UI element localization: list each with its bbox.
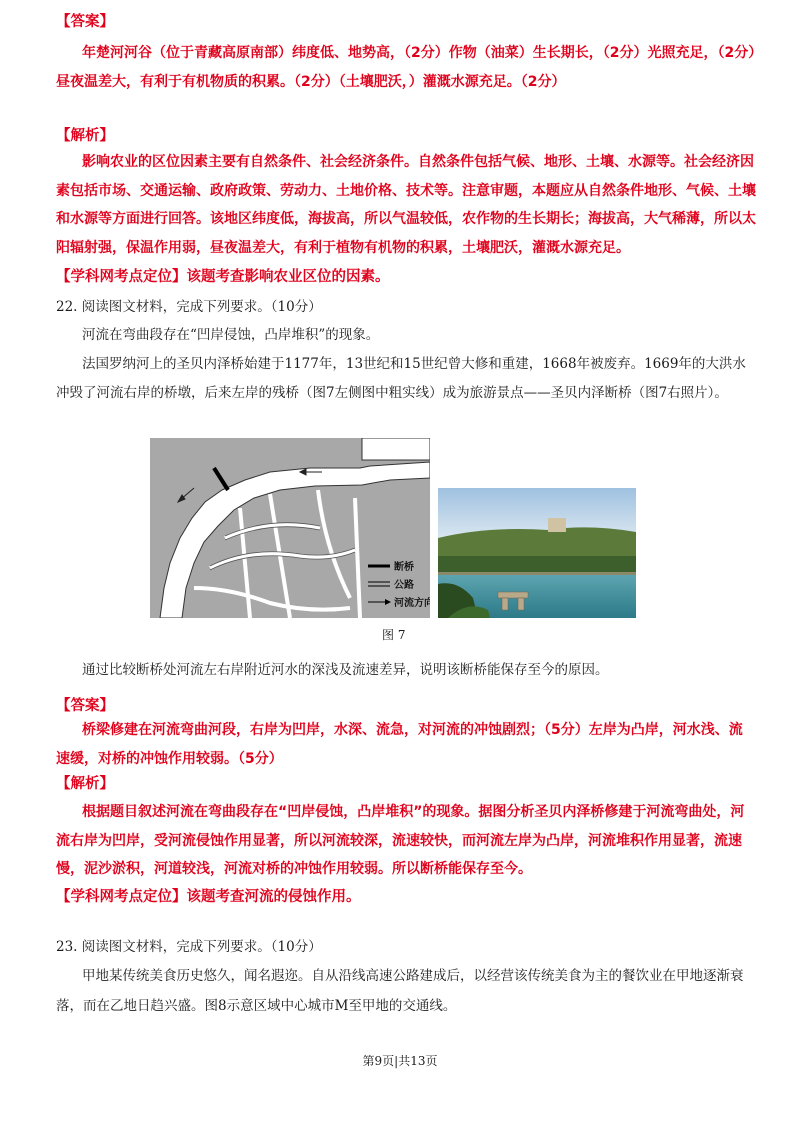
figure-7-caption: 图 7 xyxy=(382,628,406,642)
question-22-title: 22. 阅读图文材料，完成下列要求。（10分） xyxy=(56,299,322,315)
question-22-intro: 河流在弯曲段存在“凹岸侵蚀，凸岸堆积”的现象。 xyxy=(82,327,380,343)
analysis-text-2: 根据题目叙述河流在弯曲段存在“凹岸侵蚀，凸岸堆积”的现象。据图分析圣贝内泽桥修建于河流弯曲处，河流右岸为凹岸，受河流侵蚀作用显著，所以河流较深，流速较快，而河流左岸为凸岸，河流堆积作用显著，流速慢，泥沙淤积，河道较浅，河流对桥的冲蚀作用较弱。所以断桥能保存至今。 xyxy=(56,804,745,877)
question-22-material: 法国罗纳河上的圣贝内泽桥始建于1177年，13世纪和15世纪曾大修和重建，1668年被废弃。1669年的大洪水冲毁了河流右岸的桥墩，后来左岸的残桥（图7左侧图中粗实线）成为旅游景点——圣贝内泽断桥（图7右照片）。 xyxy=(56,356,746,401)
answer-label: 【答案】 xyxy=(56,14,114,30)
legend-river-direction: 河流方向 xyxy=(394,598,430,609)
page-footer: 第9页|共13页 xyxy=(362,1054,438,1068)
river-road-map xyxy=(150,438,430,618)
analysis-label: 【解析】 xyxy=(56,128,114,144)
exam-point-1: 【学科网考点定位】该题考查影响农业区位的因素。 xyxy=(56,269,390,285)
question-23-title: 23. 阅读图文材料，完成下列要求。（10分） xyxy=(56,939,322,955)
analysis-text: 影响农业的区位因素主要有自然条件、社会经济条件。自然条件包括气候、地形、土壤、水源等。社会经济因素包括市场、交通运输、政府政策、劳动力、土地价格、技术等。注意审题，本题应从自然条件地形、气候、土壤和水源等方面进行回答。该地区纬度低，海拔高，所以气温较低，农作物的生长期长；海拔高，大气稀薄，所以太阳辐射强，保温作用弱，昼夜温差大，有利于植物有机物的积累，土壤肥沃，灌溉水源充足。 xyxy=(56,154,756,256)
question-23-material: 甲地某传统美食历史悠久，闻名遐迩。自从沿线高速公路建成后，以经营该传统美食为主的餐饮业在甲地逐渐衰落，而在乙地日趋兴盛。图8示意区域中心城市M至甲地的交通线。 xyxy=(56,968,744,1014)
exam-point-2: 【学科网考点定位】该题考查河流的侵蚀作用。 xyxy=(56,889,361,905)
answer-text-2: 桥梁修建在河流弯曲河段，右岸为凹岸，水深、流急，对河流的冲蚀剧烈；（5分）左岸为凸岸，河水浅、流速缓，对桥的冲蚀作用较弱。（5分） xyxy=(56,722,743,767)
broken-bridge-photo xyxy=(438,488,636,618)
analysis-label-2: 【解析】 xyxy=(56,776,114,792)
answer-label-2: 【答案】 xyxy=(56,698,114,714)
answer-text: 年楚河河谷（位于青藏高原南部）纬度低、地势高，（2分）作物（油菜）生长期长，（2分）光照充足，（2分）昼夜温差大，有利于有机物质的积累。（2分）（土壤肥沃，）灌溉水源充足。（2分） xyxy=(56,45,756,90)
legend-road: 公路 xyxy=(394,580,414,591)
question-22-prompt: 通过比较断桥处河流左右岸附近河水的深浅及流速差异，说明该断桥能保存至今的原因。 xyxy=(82,662,609,678)
bridge-map-figure xyxy=(150,438,430,618)
bridge-photo xyxy=(438,488,636,618)
legend-broken-bridge: 断桥 xyxy=(394,562,414,573)
